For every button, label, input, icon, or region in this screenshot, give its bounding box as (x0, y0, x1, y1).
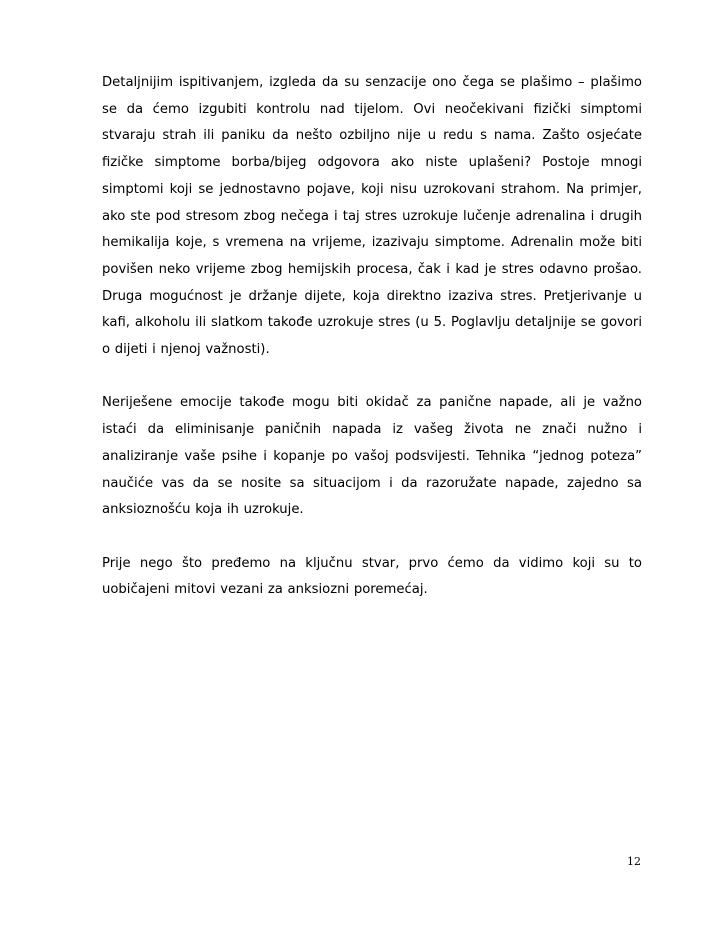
body-text (102, 70, 642, 631)
paragraph-2: Neriješene emocije takođe mogu biti okidač za panične napade, ali je važno istaći da eliminisanje paničnih napada iz vašeg života ne znači nužno i analiziranje vaše psihe i kopanje po vašoj podsvijesti. Tehnika “jednog poteza” naučiće vas da se nosite sa situacijom i da razoružate napade, zajedno sa anksioznošću koja ih uzrokuje. (102, 395, 642, 518)
paragraph-3: Prije nego što pređemo na ključnu stvar, prvo ćemo da vidimo koji su to uobičajeni mitovi vezani za anksiozni poremećaj. (102, 555, 642, 598)
page-number: 12 (627, 855, 641, 868)
paragraph-1: Detaljnijim ispitivanjem, izgleda da su senzacije ono čega se plašimo – plašimo se da ćemo izgubiti kontrolu nad tijelom. Ovi neočekivani fizički simptomi stvaraju strah ili paniku da nešto ozbiljno nije u redu s nama. Zašto osjećate fizičke simptome borba/bijeg odgovora ako niste uplašeni? Postoje mnogi simptomi koji se jednostavno pojave, koji nisu uzrokovani strahom. Na primjer, ako ste pod stresom zbog nečega i taj stres uzrokuje lučenje adrenalina i drugih hemikalija koje, s vremena na vrijeme, izazivaju simptome. Adrenalin može biti povišen neko vrijeme zbog hemijskih procesa, čak i kad je stres odavno prošao. Druga mogućnost je držanje dijete, koja direktno izaziva stres. Pretjerivanje u kafi, alkoholu ili slatkom takođe uzrokuje stres (u 5. Poglavlju detaljnije se govori o dijeti i njenoj važnosti). (102, 75, 642, 358)
